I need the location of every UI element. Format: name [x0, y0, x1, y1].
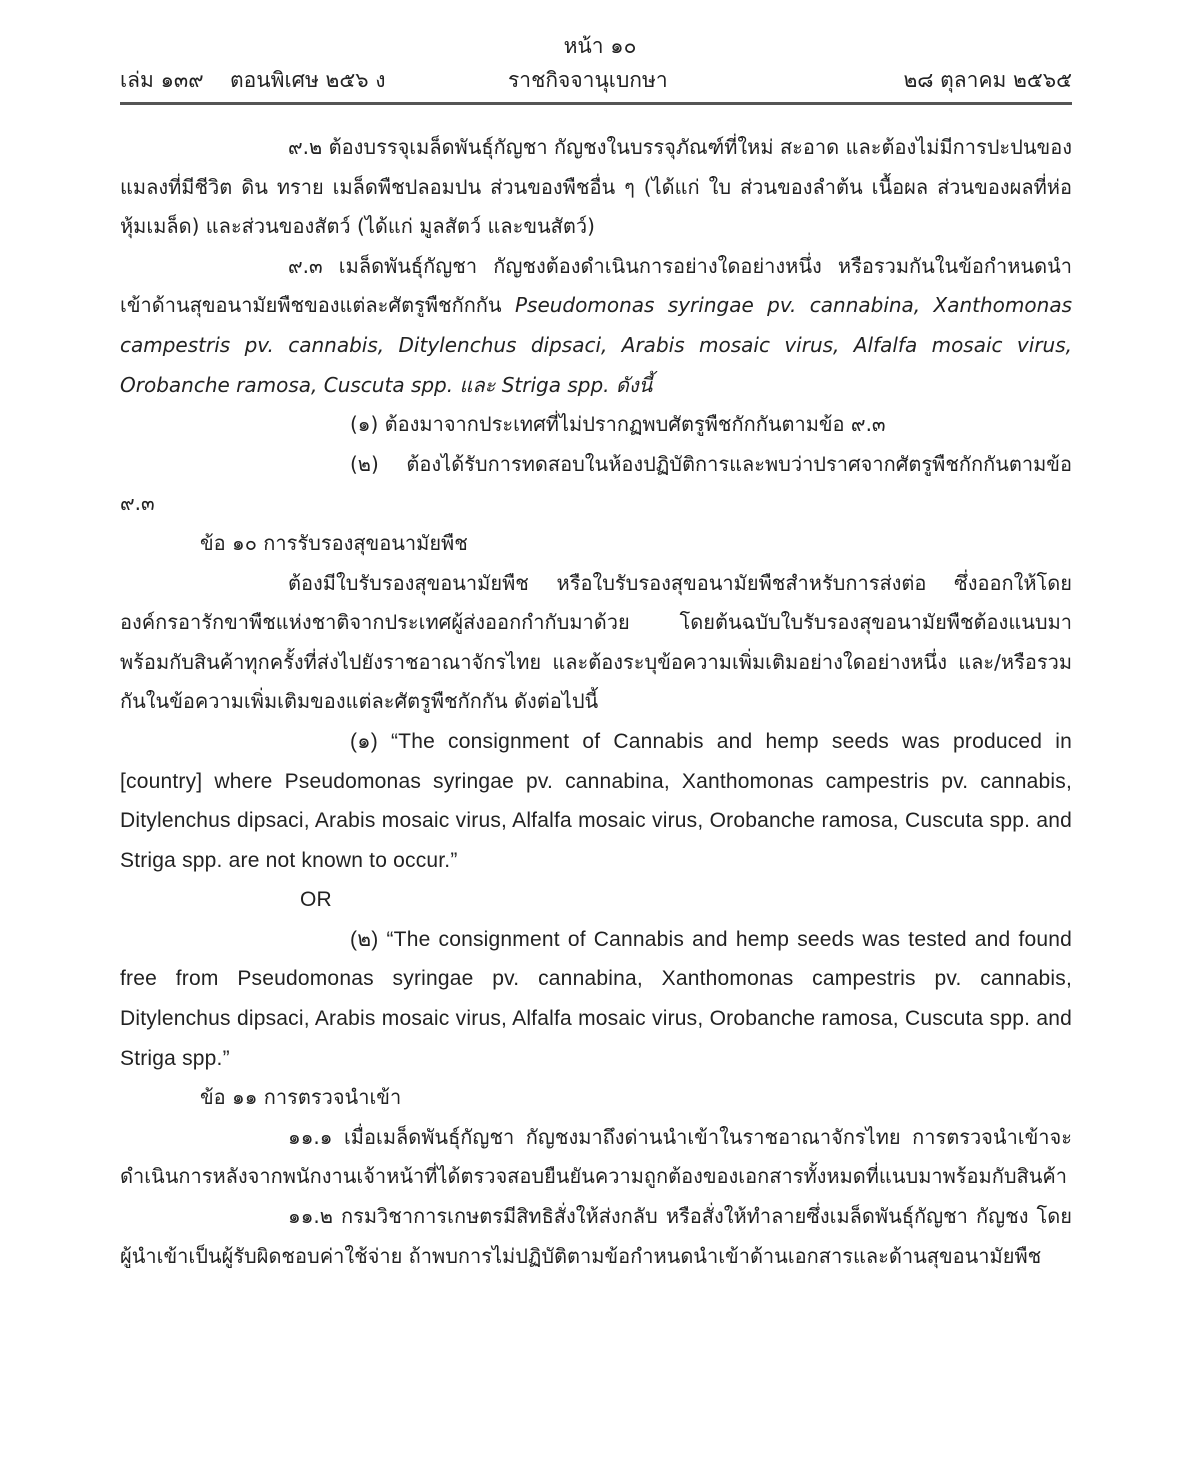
document-body: [120, 128, 1072, 1276]
section-11-title: ข้อ ๑๑ การตรวจนำเข้า: [200, 1085, 402, 1110]
clause-11-1: ๑๑.๑ เมื่อเมล็ดพันธุ์กัญชา กัญชงมาถึงด่านนำเข้าในราชอาณาจักรไทย การตรวจนำเข้าจะดำเนินการหลังจากพนักงานเจ้าหน้าที่ได้ตรวจสอบยืนยันความถูกต้องของเอกสารทั้งหมดที่แนบมาพร้อมกับสินค้า: [120, 1124, 1072, 1189]
publication-title: ราชกิจจานุเบกษา: [508, 68, 668, 92]
clause-9-3-item-2: (๒) ต้องได้รับการทดสอบในห้องปฏิบัติการและพบว่าปราศจากศัตรูพืชกักกันตามข้อ ๙.๓: [120, 451, 1072, 516]
section: ตอนพิเศษ ๒๕๖ ง: [230, 68, 386, 92]
clause-9-3-text: ๙.๓ เมล็ดพันธุ์กัญชา กัญชงต้องดำเนินการอย่างใดอย่างหนึ่ง หรือรวมกันในข้อกำหนดนำเข้าด้านสุขอนามัยพืชของแต่ละศัตรูพืชกักกัน: [120, 253, 1072, 318]
publication-date: ๒๘ ตุลาคม ๒๕๖๕: [903, 68, 1072, 92]
clause-9-3-item-1: (๑) ต้องมาจากประเทศที่ไม่ปรากฏพบศัตรูพืชกักกันตามข้อ ๙.๓: [350, 412, 886, 437]
clause-11-2: ๑๑.๒ กรมวิชาการเกษตรมีสิทธิสั่งให้ส่งกลับ หรือสั่งให้ทำลายซึ่งเมล็ดพันธุ์กัญชา กัญชง โดยผู้นำเข้าเป็นผู้รับผิดชอบค่าใช้จ่าย ถ้าพบการไม่ปฏิบัติตามข้อกำหนดนำเข้าด้านเอกสารและด้านสุขอนามัยพืช: [120, 1204, 1072, 1268]
certificate-option-2: (๒) “The consignment of Cannabis and hemp seeds was tested and found free from Pseudomonas syringae pv. cannabina, Xanthomonas campestris pv. cannabis, Ditylenchus dipsaci, Arabis mosaic virus, Alfalfa mosaic virus, Orobanche ramosa, Cuscuta spp. and Striga spp.”: [120, 927, 1072, 1070]
section-10-body: ต้องมีใบรับรองสุขอนามัยพืช หรือใบรับรองสุขอนามัยพืชสำหรับการส่งต่อ ซึ่งออกให้โดยองค์กรอารักขาพืชแห่งชาติจากประเทศผู้ส่งออกกำกับมาด้วย โดยต้นฉบับใบรับรองสุขอนามัยพืชต้องแนบมาพร้อมกับสินค้าทุกครั้งที่ส่งไปยังราชอาณาจักรไทย และต้องระบุข้อความเพิ่มเติมอย่างใดอย่างหนึ่ง และ/หรือรวมกันในข้อความเพิ่มเติมของแต่ละศัตรูพืชกักกัน ดังต่อไปนี้: [120, 570, 1072, 714]
or-separator: OR: [300, 888, 332, 912]
section-10-title: ข้อ ๑๐ การรับรองสุขอนามัยพืช: [200, 530, 468, 555]
clause-9-2: ๙.๒ ต้องบรรจุเมล็ดพันธุ์กัญชา กัญชงในบรรจุภัณฑ์ที่ใหม่ สะอาด และต้องไม่มีการปะปนของแมลงที่มีชีวิต ดิน ทราย เมล็ดพืชปลอมปน ส่วนของพืชอื่น ๆ (ได้แก่ ใบ ส่วนของลำต้น เนื้อผล ส่วนของผลที่ห่อหุ้มเมล็ด) และส่วนของสัตว์ (ได้แก่ มูลสัตว์ และขนสัตว์): [120, 135, 1072, 239]
species-list: Pseudomonas syringae pv. cannabina, Xanthomonas campestris pv. cannabis, Ditylenchus dipsaci, Arabis mosaic virus, Alfalfa mosaic virus, Orobanche ramosa, Cuscuta spp. และ Striga spp. ดังนี้: [120, 293, 1072, 397]
page-number: หน้า ๑๐: [563, 34, 637, 58]
header-rule: [120, 102, 1072, 105]
clause-9-3: [120, 247, 1072, 405]
volume: เล่ม ๑๓๙: [120, 68, 204, 92]
certificate-option-1: (๑) “The consignment of Cannabis and hemp seeds was produced in [country] where Pseudomonas syringae pv. cannabina, Xanthomonas campestris pv. cannabis, Ditylenchus dipsaci, Arabis mosaic virus, Alfalfa mosaic virus, Orobanche ramosa, Cuscuta spp. and Striga spp. are not known to occur.”: [120, 729, 1072, 872]
